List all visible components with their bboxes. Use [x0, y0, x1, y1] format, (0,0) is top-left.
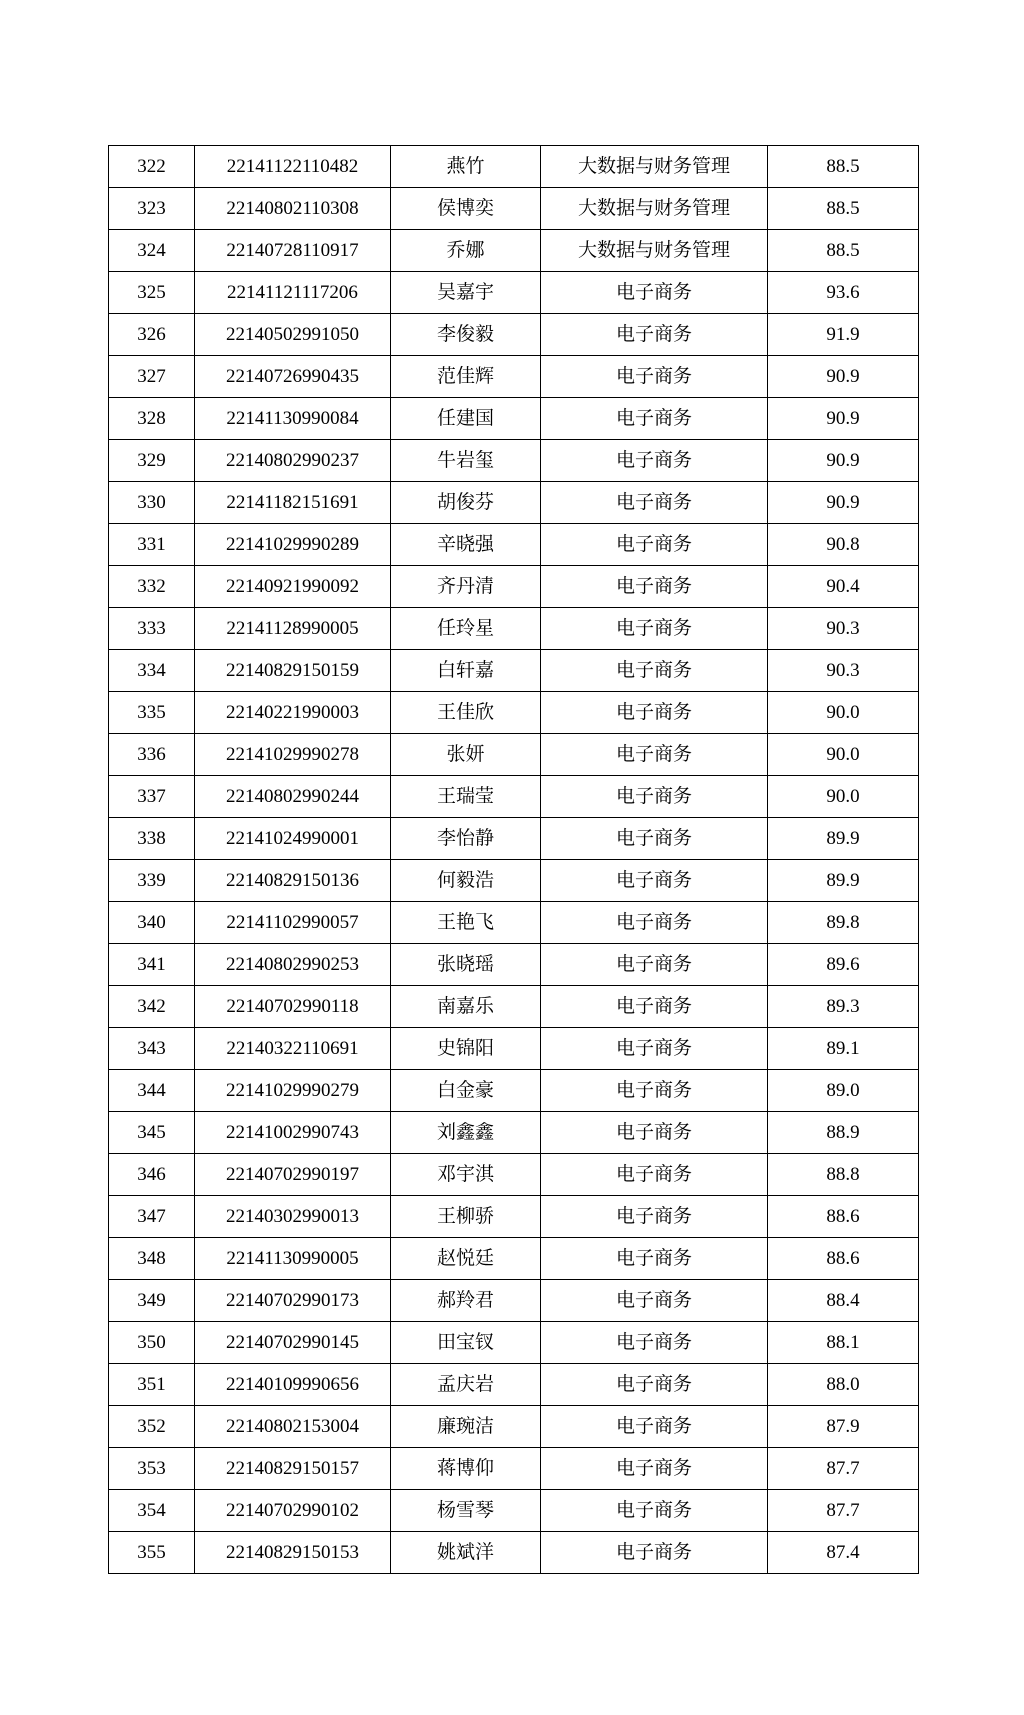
rank-cell: 350 [109, 1322, 195, 1364]
name-cell: 白金豪 [391, 1070, 541, 1112]
exam-id-cell: 22141121117206 [195, 272, 391, 314]
table-row [109, 440, 919, 482]
table-row [109, 398, 919, 440]
score-cell: 90.3 [768, 650, 919, 692]
rank-cell: 332 [109, 566, 195, 608]
exam-id-cell: 22141130990084 [195, 398, 391, 440]
major-cell: 电子商务 [541, 734, 768, 776]
major-cell: 电子商务 [541, 356, 768, 398]
name-cell: 齐丹清 [391, 566, 541, 608]
table-row [109, 1406, 919, 1448]
rank-cell: 355 [109, 1532, 195, 1574]
exam-id-cell: 22140829150159 [195, 650, 391, 692]
rank-cell: 341 [109, 944, 195, 986]
major-cell: 电子商务 [541, 818, 768, 860]
name-cell: 郝羚君 [391, 1280, 541, 1322]
rank-cell: 343 [109, 1028, 195, 1070]
name-cell: 王柳骄 [391, 1196, 541, 1238]
score-cell: 93.6 [768, 272, 919, 314]
major-cell: 电子商务 [541, 902, 768, 944]
score-cell: 89.9 [768, 818, 919, 860]
rank-cell: 328 [109, 398, 195, 440]
rank-cell: 323 [109, 188, 195, 230]
table-row [109, 314, 919, 356]
rank-cell: 345 [109, 1112, 195, 1154]
exam-id-cell: 22140829150153 [195, 1532, 391, 1574]
score-cell: 87.7 [768, 1490, 919, 1532]
major-cell: 电子商务 [541, 986, 768, 1028]
score-cell: 89.6 [768, 944, 919, 986]
score-cell: 88.8 [768, 1154, 919, 1196]
name-cell: 史锦阳 [391, 1028, 541, 1070]
name-cell: 侯博奕 [391, 188, 541, 230]
score-cell: 90.8 [768, 524, 919, 566]
name-cell: 廉琬洁 [391, 1406, 541, 1448]
exam-id-cell: 22140802990244 [195, 776, 391, 818]
rank-cell: 342 [109, 986, 195, 1028]
score-cell: 89.8 [768, 902, 919, 944]
table-row [109, 1280, 919, 1322]
table-row [109, 1364, 919, 1406]
score-cell: 91.9 [768, 314, 919, 356]
name-cell: 何毅浩 [391, 860, 541, 902]
rank-cell: 326 [109, 314, 195, 356]
major-cell: 大数据与财务管理 [541, 146, 768, 188]
table-row [109, 230, 919, 272]
major-cell: 电子商务 [541, 524, 768, 566]
exam-id-cell: 22140726990435 [195, 356, 391, 398]
rank-cell: 352 [109, 1406, 195, 1448]
score-cell: 88.4 [768, 1280, 919, 1322]
exam-id-cell: 22140302990013 [195, 1196, 391, 1238]
major-cell: 电子商务 [541, 860, 768, 902]
name-cell: 任玲星 [391, 608, 541, 650]
score-cell: 87.4 [768, 1532, 919, 1574]
rank-cell: 346 [109, 1154, 195, 1196]
table-row [109, 566, 919, 608]
major-cell: 电子商务 [541, 440, 768, 482]
table-row [109, 1112, 919, 1154]
score-cell: 90.9 [768, 398, 919, 440]
major-cell: 电子商务 [541, 1112, 768, 1154]
major-cell: 电子商务 [541, 272, 768, 314]
rank-cell: 331 [109, 524, 195, 566]
score-cell: 89.3 [768, 986, 919, 1028]
rank-cell: 348 [109, 1238, 195, 1280]
table-row [109, 734, 919, 776]
major-cell: 电子商务 [541, 482, 768, 524]
score-cell: 90.0 [768, 734, 919, 776]
name-cell: 田宝钗 [391, 1322, 541, 1364]
major-cell: 电子商务 [541, 314, 768, 356]
name-cell: 刘鑫鑫 [391, 1112, 541, 1154]
exam-id-cell: 22140221990003 [195, 692, 391, 734]
score-cell: 88.5 [768, 188, 919, 230]
name-cell: 邓宇淇 [391, 1154, 541, 1196]
rank-cell: 327 [109, 356, 195, 398]
exam-id-cell: 22140728110917 [195, 230, 391, 272]
table-row [109, 608, 919, 650]
name-cell: 王艳飞 [391, 902, 541, 944]
major-cell: 电子商务 [541, 944, 768, 986]
table-row [109, 944, 919, 986]
score-cell: 87.9 [768, 1406, 919, 1448]
major-cell: 电子商务 [541, 692, 768, 734]
name-cell: 王佳欣 [391, 692, 541, 734]
table-row [109, 524, 919, 566]
table-row [109, 818, 919, 860]
name-cell: 李俊毅 [391, 314, 541, 356]
table-row [109, 188, 919, 230]
table-row [109, 482, 919, 524]
score-cell: 89.9 [768, 860, 919, 902]
exam-id-cell: 22140702990173 [195, 1280, 391, 1322]
name-cell: 南嘉乐 [391, 986, 541, 1028]
score-cell: 90.0 [768, 776, 919, 818]
table-row [109, 1070, 919, 1112]
table-row [109, 650, 919, 692]
score-cell: 89.1 [768, 1028, 919, 1070]
table-row [109, 776, 919, 818]
major-cell: 电子商务 [541, 650, 768, 692]
rank-cell: 336 [109, 734, 195, 776]
name-cell: 孟庆岩 [391, 1364, 541, 1406]
exam-id-cell: 22140702990102 [195, 1490, 391, 1532]
exam-id-cell: 22140702990197 [195, 1154, 391, 1196]
rank-cell: 353 [109, 1448, 195, 1490]
rank-cell: 340 [109, 902, 195, 944]
major-cell: 电子商务 [541, 1238, 768, 1280]
score-cell: 90.3 [768, 608, 919, 650]
major-cell: 电子商务 [541, 1280, 768, 1322]
table-row [109, 356, 919, 398]
exam-id-cell: 22141029990289 [195, 524, 391, 566]
rank-cell: 354 [109, 1490, 195, 1532]
rank-cell: 351 [109, 1364, 195, 1406]
rank-cell: 329 [109, 440, 195, 482]
table-body [109, 146, 919, 1574]
name-cell: 乔娜 [391, 230, 541, 272]
rank-cell: 349 [109, 1280, 195, 1322]
score-cell: 89.0 [768, 1070, 919, 1112]
rank-cell: 338 [109, 818, 195, 860]
table-row [109, 1532, 919, 1574]
exam-id-cell: 22141029990278 [195, 734, 391, 776]
table-row [109, 272, 919, 314]
score-table [108, 145, 919, 1574]
rank-cell: 335 [109, 692, 195, 734]
name-cell: 任建国 [391, 398, 541, 440]
exam-id-cell: 22140802990253 [195, 944, 391, 986]
major-cell: 电子商务 [541, 1322, 768, 1364]
score-cell: 90.0 [768, 692, 919, 734]
table-row [109, 1196, 919, 1238]
exam-id-cell: 22141029990279 [195, 1070, 391, 1112]
name-cell: 蒋博仰 [391, 1448, 541, 1490]
table-row [109, 146, 919, 188]
exam-id-cell: 22140322110691 [195, 1028, 391, 1070]
rank-cell: 334 [109, 650, 195, 692]
exam-id-cell: 22140702990145 [195, 1322, 391, 1364]
table-row [109, 1028, 919, 1070]
major-cell: 电子商务 [541, 566, 768, 608]
major-cell: 电子商务 [541, 1364, 768, 1406]
name-cell: 胡俊芬 [391, 482, 541, 524]
exam-id-cell: 22141024990001 [195, 818, 391, 860]
score-cell: 90.9 [768, 440, 919, 482]
major-cell: 电子商务 [541, 1154, 768, 1196]
name-cell: 辛晓强 [391, 524, 541, 566]
score-cell: 88.1 [768, 1322, 919, 1364]
score-cell: 88.6 [768, 1196, 919, 1238]
major-cell: 电子商务 [541, 1406, 768, 1448]
name-cell: 张晓瑶 [391, 944, 541, 986]
name-cell: 赵悦廷 [391, 1238, 541, 1280]
rank-cell: 325 [109, 272, 195, 314]
table-row [109, 902, 919, 944]
score-cell: 88.0 [768, 1364, 919, 1406]
exam-id-cell: 22140109990656 [195, 1364, 391, 1406]
table-row [109, 1448, 919, 1490]
score-cell: 88.5 [768, 146, 919, 188]
exam-id-cell: 22141002990743 [195, 1112, 391, 1154]
table-row [109, 1490, 919, 1532]
major-cell: 电子商务 [541, 608, 768, 650]
major-cell: 电子商务 [541, 1070, 768, 1112]
major-cell: 电子商务 [541, 776, 768, 818]
score-cell: 88.6 [768, 1238, 919, 1280]
name-cell: 姚斌洋 [391, 1532, 541, 1574]
table-row [109, 986, 919, 1028]
name-cell: 李怡静 [391, 818, 541, 860]
exam-id-cell: 22141130990005 [195, 1238, 391, 1280]
name-cell: 杨雪琴 [391, 1490, 541, 1532]
major-cell: 电子商务 [541, 1532, 768, 1574]
rank-cell: 337 [109, 776, 195, 818]
rank-cell: 330 [109, 482, 195, 524]
exam-id-cell: 22140802153004 [195, 1406, 391, 1448]
exam-id-cell: 22140502991050 [195, 314, 391, 356]
table-row [109, 1322, 919, 1364]
exam-id-cell: 22141102990057 [195, 902, 391, 944]
table-row [109, 860, 919, 902]
score-cell: 90.9 [768, 356, 919, 398]
rank-cell: 347 [109, 1196, 195, 1238]
rank-cell: 339 [109, 860, 195, 902]
exam-id-cell: 22140829150157 [195, 1448, 391, 1490]
exam-id-cell: 22140802990237 [195, 440, 391, 482]
rank-cell: 322 [109, 146, 195, 188]
name-cell: 范佳辉 [391, 356, 541, 398]
exam-id-cell: 22140829150136 [195, 860, 391, 902]
exam-id-cell: 22140921990092 [195, 566, 391, 608]
major-cell: 电子商务 [541, 1028, 768, 1070]
rank-cell: 324 [109, 230, 195, 272]
score-cell: 87.7 [768, 1448, 919, 1490]
name-cell: 燕竹 [391, 146, 541, 188]
rank-cell: 344 [109, 1070, 195, 1112]
score-cell: 88.9 [768, 1112, 919, 1154]
table-row [109, 692, 919, 734]
major-cell: 大数据与财务管理 [541, 230, 768, 272]
exam-id-cell: 22141122110482 [195, 146, 391, 188]
exam-id-cell: 22140702990118 [195, 986, 391, 1028]
exam-id-cell: 22141128990005 [195, 608, 391, 650]
name-cell: 张妍 [391, 734, 541, 776]
table-row [109, 1154, 919, 1196]
table-row [109, 1238, 919, 1280]
major-cell: 电子商务 [541, 1196, 768, 1238]
name-cell: 白轩嘉 [391, 650, 541, 692]
exam-id-cell: 22141182151691 [195, 482, 391, 524]
exam-id-cell: 22140802110308 [195, 188, 391, 230]
score-cell: 90.9 [768, 482, 919, 524]
name-cell: 牛岩玺 [391, 440, 541, 482]
name-cell: 王瑞莹 [391, 776, 541, 818]
rank-cell: 333 [109, 608, 195, 650]
score-cell: 88.5 [768, 230, 919, 272]
major-cell: 电子商务 [541, 1490, 768, 1532]
major-cell: 电子商务 [541, 1448, 768, 1490]
major-cell: 大数据与财务管理 [541, 188, 768, 230]
score-cell: 90.4 [768, 566, 919, 608]
name-cell: 吴嘉宇 [391, 272, 541, 314]
major-cell: 电子商务 [541, 398, 768, 440]
